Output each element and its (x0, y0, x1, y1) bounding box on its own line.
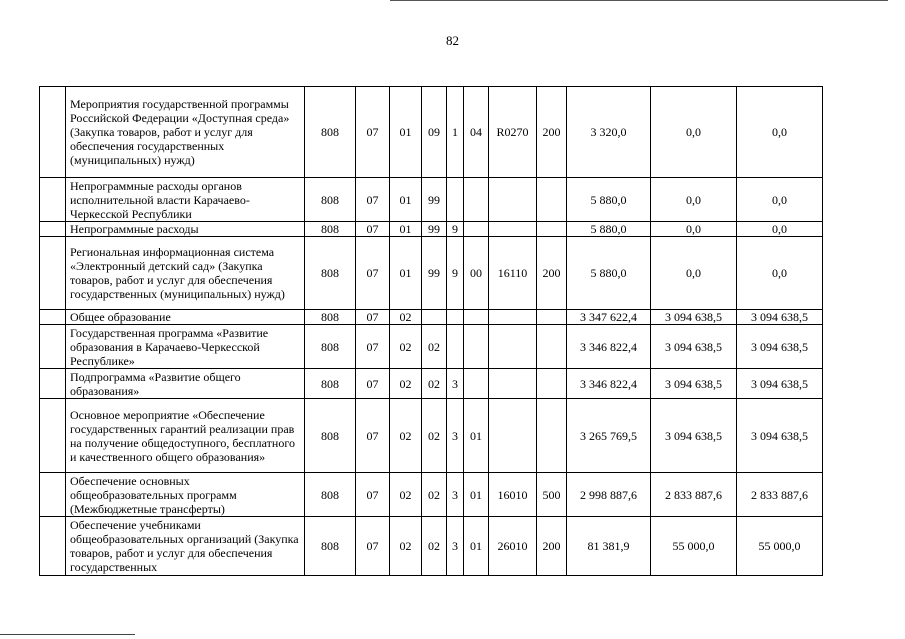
event-cell: 01 (464, 517, 489, 576)
direction-cell: R0270 (489, 87, 537, 178)
expense-type-cell (537, 310, 567, 325)
subprogram-cell (447, 310, 464, 325)
item-name-cell: Государственная программа «Развитие образования в Карачаево-Черкесской Республике» (66, 325, 305, 369)
table-row (40, 399, 823, 473)
glava-cell: 808 (305, 87, 356, 178)
table-row (40, 473, 823, 517)
expense-type-cell (537, 222, 567, 237)
amount-year3-cell: 0,0 (737, 237, 823, 310)
table-row (40, 222, 823, 237)
table-row (40, 517, 823, 576)
subsection-cell: 01 (390, 87, 422, 178)
amount-year2-cell: 0,0 (651, 222, 737, 237)
direction-cell: 26010 (489, 517, 537, 576)
table-row (40, 310, 823, 325)
subsection-cell: 02 (390, 473, 422, 517)
expense-type-cell (537, 369, 567, 399)
subsection-cell: 01 (390, 237, 422, 310)
section-cell: 07 (356, 473, 390, 517)
section-cell: 07 (356, 237, 390, 310)
glava-cell: 808 (305, 517, 356, 576)
subprogram-cell: 3 (447, 517, 464, 576)
item-name-cell: Мероприятия государственной программы Российской Федерации «Доступная среда» (Закупка товаров, работ и услуг для обеспечения государственных (муниципальных) нужд) (66, 87, 305, 178)
row-spacer-cell (40, 222, 66, 237)
row-spacer-cell (40, 310, 66, 325)
amount-year3-cell: 2 833 887,6 (737, 473, 823, 517)
amount-year2-cell: 3 094 638,5 (651, 399, 737, 473)
amount-year1-cell: 5 880,0 (567, 237, 651, 310)
subsection-cell: 02 (390, 325, 422, 369)
table-row (40, 87, 823, 178)
section-cell: 07 (356, 87, 390, 178)
amount-year3-cell: 55 000,0 (737, 517, 823, 576)
section-cell: 07 (356, 310, 390, 325)
amount-year1-cell: 3 346 822,4 (567, 325, 651, 369)
subprogram-cell: 3 (447, 399, 464, 473)
amount-year1-cell: 5 880,0 (567, 178, 651, 222)
amount-year1-cell: 3 320,0 (567, 87, 651, 178)
program-cell: 99 (422, 178, 447, 222)
event-cell (464, 325, 489, 369)
row-spacer-cell (40, 369, 66, 399)
event-cell: 04 (464, 87, 489, 178)
row-spacer-cell (40, 237, 66, 310)
amount-year1-cell: 3 265 769,5 (567, 399, 651, 473)
amount-year3-cell: 3 094 638,5 (737, 325, 823, 369)
event-cell: 01 (464, 399, 489, 473)
event-cell (464, 310, 489, 325)
glava-cell: 808 (305, 473, 356, 517)
subsection-cell: 02 (390, 369, 422, 399)
direction-cell (489, 369, 537, 399)
expense-type-cell (537, 178, 567, 222)
item-name-cell: Подпрограмма «Развитие общего образования» (66, 369, 305, 399)
amount-year3-cell: 0,0 (737, 178, 823, 222)
table-row (40, 178, 823, 222)
item-name-cell: Непрограммные расходы (66, 222, 305, 237)
program-cell (422, 310, 447, 325)
subsection-cell: 01 (390, 178, 422, 222)
glava-cell: 808 (305, 310, 356, 325)
amount-year3-cell: 0,0 (737, 87, 823, 178)
amount-year3-cell: 3 094 638,5 (737, 310, 823, 325)
direction-cell (489, 399, 537, 473)
expense-type-cell (537, 399, 567, 473)
direction-cell (489, 310, 537, 325)
program-cell: 99 (422, 222, 447, 237)
amount-year1-cell: 3 346 822,4 (567, 369, 651, 399)
subsection-cell: 02 (390, 517, 422, 576)
subprogram-cell: 9 (447, 222, 464, 237)
row-spacer-cell (40, 399, 66, 473)
section-cell: 07 (356, 399, 390, 473)
event-cell (464, 178, 489, 222)
item-name-cell: Обеспечение основных общеобразовательных программ (Межбюджетные трансферты) (66, 473, 305, 517)
program-cell: 02 (422, 399, 447, 473)
subsection-cell: 02 (390, 399, 422, 473)
amount-year2-cell: 3 094 638,5 (651, 325, 737, 369)
section-cell: 07 (356, 222, 390, 237)
section-cell: 07 (356, 178, 390, 222)
page-number: 82 (446, 33, 459, 48)
glava-cell: 808 (305, 369, 356, 399)
subprogram-cell: 9 (447, 237, 464, 310)
program-cell: 99 (422, 237, 447, 310)
expense-type-cell: 200 (537, 87, 567, 178)
subprogram-cell: 1 (447, 87, 464, 178)
event-cell (464, 369, 489, 399)
item-name-cell: Непрограммные расходы органов исполнительной власти Карачаево-Черкесской Республики (66, 178, 305, 222)
direction-cell (489, 178, 537, 222)
table-row (40, 369, 823, 399)
row-spacer-cell (40, 178, 66, 222)
glava-cell: 808 (305, 178, 356, 222)
row-spacer-cell (40, 473, 66, 517)
expense-type-cell: 200 (537, 237, 567, 310)
row-spacer-cell (40, 87, 66, 178)
amount-year1-cell: 2 998 887,6 (567, 473, 651, 517)
top-rule (390, 0, 888, 1)
subprogram-cell: 3 (447, 473, 464, 517)
subsection-cell: 02 (390, 310, 422, 325)
program-cell: 02 (422, 473, 447, 517)
item-name-cell: Основное мероприятие «Обеспечение государственных гарантий реализации прав на получение общедоступного, бесплатного и качественного общего образования» (66, 399, 305, 473)
table-body (40, 87, 823, 576)
expense-type-cell (537, 325, 567, 369)
direction-cell: 16010 (489, 473, 537, 517)
item-name-cell: Общее образование (66, 310, 305, 325)
table-row (40, 325, 823, 369)
subprogram-cell (447, 178, 464, 222)
amount-year3-cell: 3 094 638,5 (737, 369, 823, 399)
program-cell: 02 (422, 517, 447, 576)
direction-cell: 16110 (489, 237, 537, 310)
direction-cell (489, 222, 537, 237)
bottom-rule (0, 634, 135, 635)
subsection-cell: 01 (390, 222, 422, 237)
program-cell: 02 (422, 369, 447, 399)
subprogram-cell (447, 325, 464, 369)
program-cell: 09 (422, 87, 447, 178)
glava-cell: 808 (305, 325, 356, 369)
amount-year1-cell: 5 880,0 (567, 222, 651, 237)
amount-year1-cell: 81 381,9 (567, 517, 651, 576)
program-cell: 02 (422, 325, 447, 369)
amount-year2-cell: 3 094 638,5 (651, 310, 737, 325)
glava-cell: 808 (305, 222, 356, 237)
row-spacer-cell (40, 517, 66, 576)
expense-type-cell: 200 (537, 517, 567, 576)
table-row (40, 237, 823, 310)
amount-year2-cell: 0,0 (651, 178, 737, 222)
glava-cell: 808 (305, 237, 356, 310)
amount-year1-cell: 3 347 622,4 (567, 310, 651, 325)
amount-year2-cell: 3 094 638,5 (651, 369, 737, 399)
expense-type-cell: 500 (537, 473, 567, 517)
event-cell (464, 222, 489, 237)
event-cell: 01 (464, 473, 489, 517)
amount-year2-cell: 55 000,0 (651, 517, 737, 576)
amount-year2-cell: 2 833 887,6 (651, 473, 737, 517)
row-spacer-cell (40, 325, 66, 369)
glava-cell: 808 (305, 399, 356, 473)
section-cell: 07 (356, 369, 390, 399)
amount-year2-cell: 0,0 (651, 237, 737, 310)
subprogram-cell: 3 (447, 369, 464, 399)
direction-cell (489, 325, 537, 369)
section-cell: 07 (356, 517, 390, 576)
budget-table (39, 86, 823, 576)
amount-year3-cell: 0,0 (737, 222, 823, 237)
item-name-cell: Региональная информационная система «Электронный детский сад» (Закупка товаров, работ и услуг для обеспечения государственных (муниципальных) нужд) (66, 237, 305, 310)
section-cell: 07 (356, 325, 390, 369)
event-cell: 00 (464, 237, 489, 310)
amount-year3-cell: 3 094 638,5 (737, 399, 823, 473)
amount-year2-cell: 0,0 (651, 87, 737, 178)
item-name-cell: Обеспечение учебниками общеобразовательных организаций (Закупка товаров, работ и услуг для обеспечения государственных (66, 517, 305, 576)
